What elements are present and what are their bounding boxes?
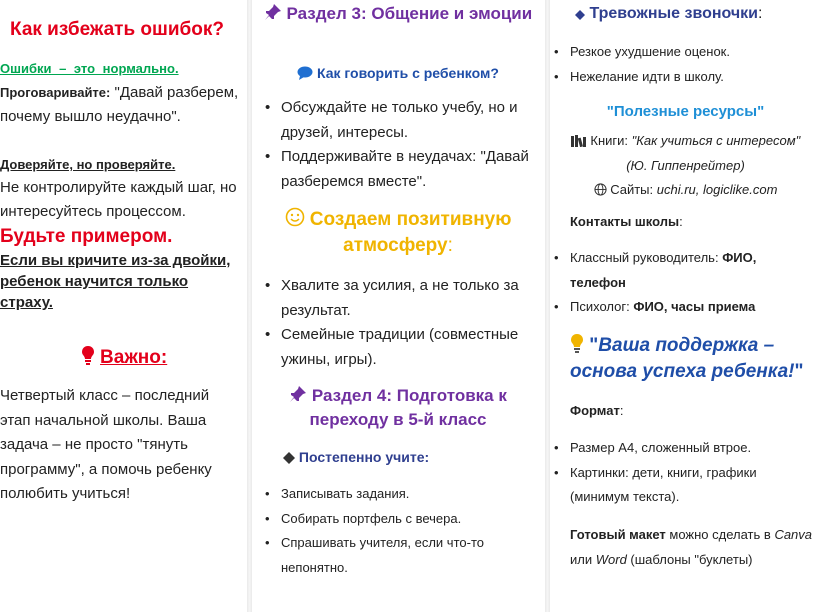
list-item: • Картинки: дети, книги, графики (минимум текста). [550,461,812,510]
gradual-title: Постепенно учите: [298,449,430,465]
format-colon: : [619,403,624,418]
resources-title: "Полезные ресурсы" [606,103,765,120]
section4-heading [253,384,543,432]
speak-block [0,81,240,129]
example-text: Если вы кричите из-за двойки, ребенок научится только страху. [0,252,231,311]
books-author: (Ю. Гиппенрейтер) [626,157,745,173]
positive-colon: : [447,235,453,256]
sites-label: Сайты: [610,182,654,197]
list-item: • Семейные традиции (совместные ужины, игры). [261,323,537,372]
diamond-icon [575,5,589,22]
books-icon [571,133,591,148]
column-3 [555,0,816,612]
trust-label: Доверяйте, но проверяйте. [0,157,176,172]
bulb-icon [570,335,589,356]
column-2 [253,0,543,612]
positive-heading [253,207,543,259]
section4-title: Раздел 4: Подготовка к переходу в 5-й класс [309,386,507,429]
talk-list [261,96,533,194]
books-line [555,129,816,154]
contacts-label: Контакты школы [570,214,680,229]
list-item: • Нежелание идти в школу. [550,65,812,90]
positive-title: Создаем позитивную атмосферу [309,209,512,256]
section3-title: Раздел 3: Общение и эмоции [286,4,533,23]
ready-word: Word [595,551,627,567]
talk-title: Как говорить с ребенком? [316,65,499,81]
support-quote: " [589,335,599,356]
ready-or: или [570,551,593,567]
list-item: • Поддерживайте в неудачах: "Давай разберемся вместе". [261,145,533,194]
list-item: • Записывать задания. [261,482,533,507]
ready-block [570,523,814,572]
psych-label: Психолог: [570,299,630,314]
support-quote-close: " [794,361,804,382]
example-title: Будьте примером. [0,226,173,247]
list-item: • Обсуждайте не только учебу, но и друзей, интересы. [261,96,533,145]
pushpin-icon [289,386,312,405]
important-title: Важно: [100,347,168,368]
contacts-list [550,246,812,320]
bulb-icon [81,347,100,368]
teacher-label: Классный руководитель: [570,250,719,265]
column-1 [0,0,252,612]
list-item: • Хвалите за усилия, а не только за результат. [261,274,537,323]
list-item: • Размер А4, сложенный втрое. [550,436,812,461]
list-item: • Собирать портфель с вечера. [261,507,533,532]
alarm-list [550,40,812,89]
list-item [550,246,812,295]
alarm-title: Тревожные звоночки [589,5,759,22]
ready-bold: Готовый макет [570,527,666,542]
important-heading [0,345,248,369]
contacts-heading [570,214,683,229]
important-text: Четвертый класс – последний этап начальной школы. Ваша задача – не просто "тянуть программу", а помочь ребенку полюбить учиться! [0,387,212,502]
sites-line [555,178,816,203]
col1-title: Как избежать ошибок? [10,19,225,40]
books-label: Книги: [590,133,629,148]
trust-text: Не контролируйте каждый шаг, но интересуйтесь процессом. [0,179,237,220]
support-block [570,333,816,385]
gradual-list [261,482,533,580]
alarm-heading [575,5,762,23]
sites-value: uchi.ru, logiclike.com [656,182,778,197]
positive-list [261,274,537,372]
pushpin-icon [264,4,287,23]
alarm-colon: : [758,5,763,22]
teacher-value: ФИО, телефон [570,250,757,290]
list-item [550,295,812,320]
psych-value: ФИО, часы приема [633,299,756,314]
ready-text1: можно сделать в [669,527,771,542]
list-item: • Спрашивать учителя, если что-то непонятно. [261,531,533,580]
list-item: • Резкое ухудшение оценок. [550,40,812,65]
speech-bubble-icon [297,65,317,81]
format-heading [570,403,623,418]
mistakes-normal: Ошибки – это нормально. [0,61,179,76]
books-value: "Как учиться с интересом" [631,133,801,148]
talk-heading [253,65,543,81]
diamond-icon [283,449,299,465]
speak-label: Проговаривайте: [0,85,111,100]
contacts-colon: : [679,214,683,229]
ready-canva: Canva [774,527,813,542]
section3-heading [253,2,543,26]
resources-block [555,129,816,203]
globe-icon [594,182,611,197]
support-text: Ваша поддержка – основа успеха ребенка! [570,335,795,382]
smiley-icon [285,209,310,230]
gradual-heading [283,449,429,465]
speak-text: "Давай разберем, почему вышло неудачно". [0,84,239,125]
format-list [550,436,812,510]
ready-rest: (шаблоны "буклеты) [630,551,753,567]
format-label: Формат [570,403,620,418]
